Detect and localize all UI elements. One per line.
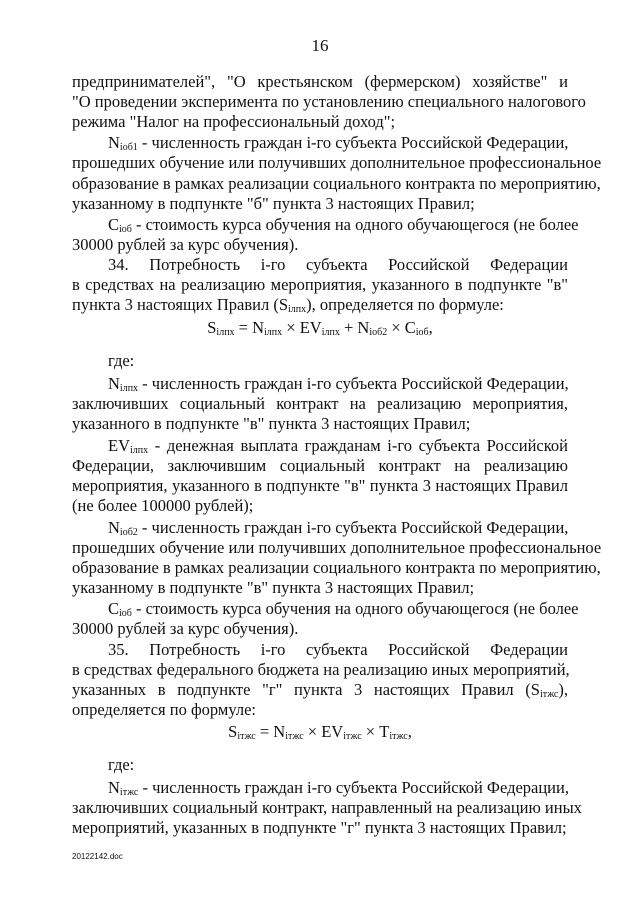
- text-line: режима "Налог на профессиональный доход";: [72, 112, 396, 131]
- text-line: прошедших обучение или получивших дополнительное профессиональное: [72, 538, 602, 557]
- text-line: пункта 3 настоящих Правил $(S_{iлпх})$, определяется по формуле:: [72, 295, 504, 315]
- text-line: 35. Потребность i-го субъекта Российской Федерации: [108, 640, 568, 659]
- text-line: определяется по формуле:: [72, 700, 257, 719]
- text-line: мероприятий, указанных в подпункте "г" пункта 3 настоящих Правил;: [72, 818, 567, 837]
- text-line: $N_{iоб2}$ - численность граждан i-го субъекта Российской Федерации,: [108, 518, 569, 538]
- text-line: $N_{iтжс}$ - численность граждан i-го субъекта Российской Федерации,: [108, 778, 569, 798]
- text-line: указанному в подпункте "б" пункта 3 настоящих Правил;: [72, 194, 475, 213]
- text-line: (не более 100000 рублей);: [72, 496, 254, 515]
- formula: $S_{iлпх} = N_{iлпх} \times EV_{iлпх} + N_{iоб2} \times C_{iоб}$,: [207, 318, 433, 338]
- text-line: 30000 рублей за курс обучения).: [72, 235, 299, 254]
- text-line: в средствах федерального бюджета на реализацию иных мероприятий,: [72, 660, 570, 679]
- text-line: Федерации, заключившим социальный контракт на реализацию: [72, 456, 568, 475]
- text-line: указанных в подпункте "г" пункта 3 настоящих Правил $(S_{iтжс})$,: [72, 680, 568, 700]
- text-line: в средствах на реализацию мероприятия, указанного в подпункте "в": [72, 275, 568, 294]
- text-line: $N_{iоб1}$ - численность граждан i-го субъекта Российской Федерации,: [108, 133, 569, 153]
- text-line: мероприятия, указанного в подпункте "в" пункта 3 настоящих Правил: [72, 476, 568, 495]
- text-line: $EV_{iлпх}$ - денежная выплата гражданам i-го субъекта Российской: [108, 436, 568, 456]
- text-line: указанному в подпункте "в" пункта 3 настоящих Правил;: [72, 578, 475, 597]
- text-line: $N_{iлпх}$ - численность граждан i-го субъекта Российской Федерации,: [108, 374, 569, 394]
- page-number: 16: [311, 36, 329, 55]
- text-line: "О проведении эксперимента по установлению специального налогового: [72, 92, 586, 111]
- text-line: заключивших социальный контракт, направленный на реализацию иных: [72, 798, 582, 817]
- text-line: 30000 рублей за курс обучения).: [72, 619, 299, 638]
- text-line: $C_{iоб}$ - стоимость курса обучения на одного обучающегося (не более: [108, 599, 579, 619]
- text-line: $C_{iоб}$ - стоимость курса обучения на одного обучающегося (не более: [108, 215, 579, 235]
- text-line: заключивших социальный контракт на реализацию мероприятия,: [72, 394, 568, 413]
- text-line: где:: [108, 351, 135, 370]
- text-line: где:: [108, 755, 135, 774]
- text-line: прошедших обучение или получивших дополнительное профессиональное: [72, 153, 602, 172]
- formula: $S_{iтжс} = N_{iтжс} \times EV_{iтжс} \times T_{iтжс}$,: [228, 722, 412, 742]
- text-line: 34. Потребность i-го субъекта Российской Федерации: [108, 255, 568, 274]
- text-line: образование в рамках реализации социального контракта по мероприятию,: [72, 174, 601, 193]
- footer-filename: 20122142.doc: [72, 852, 123, 861]
- text-line: образование в рамках реализации социального контракта по мероприятию,: [72, 558, 601, 577]
- text-line: предпринимателей", "О крестьянском (фермерском) хозяйстве" и: [72, 72, 568, 91]
- text-line: указанного в подпункте "в" пункта 3 настоящих Правил;: [72, 414, 471, 433]
